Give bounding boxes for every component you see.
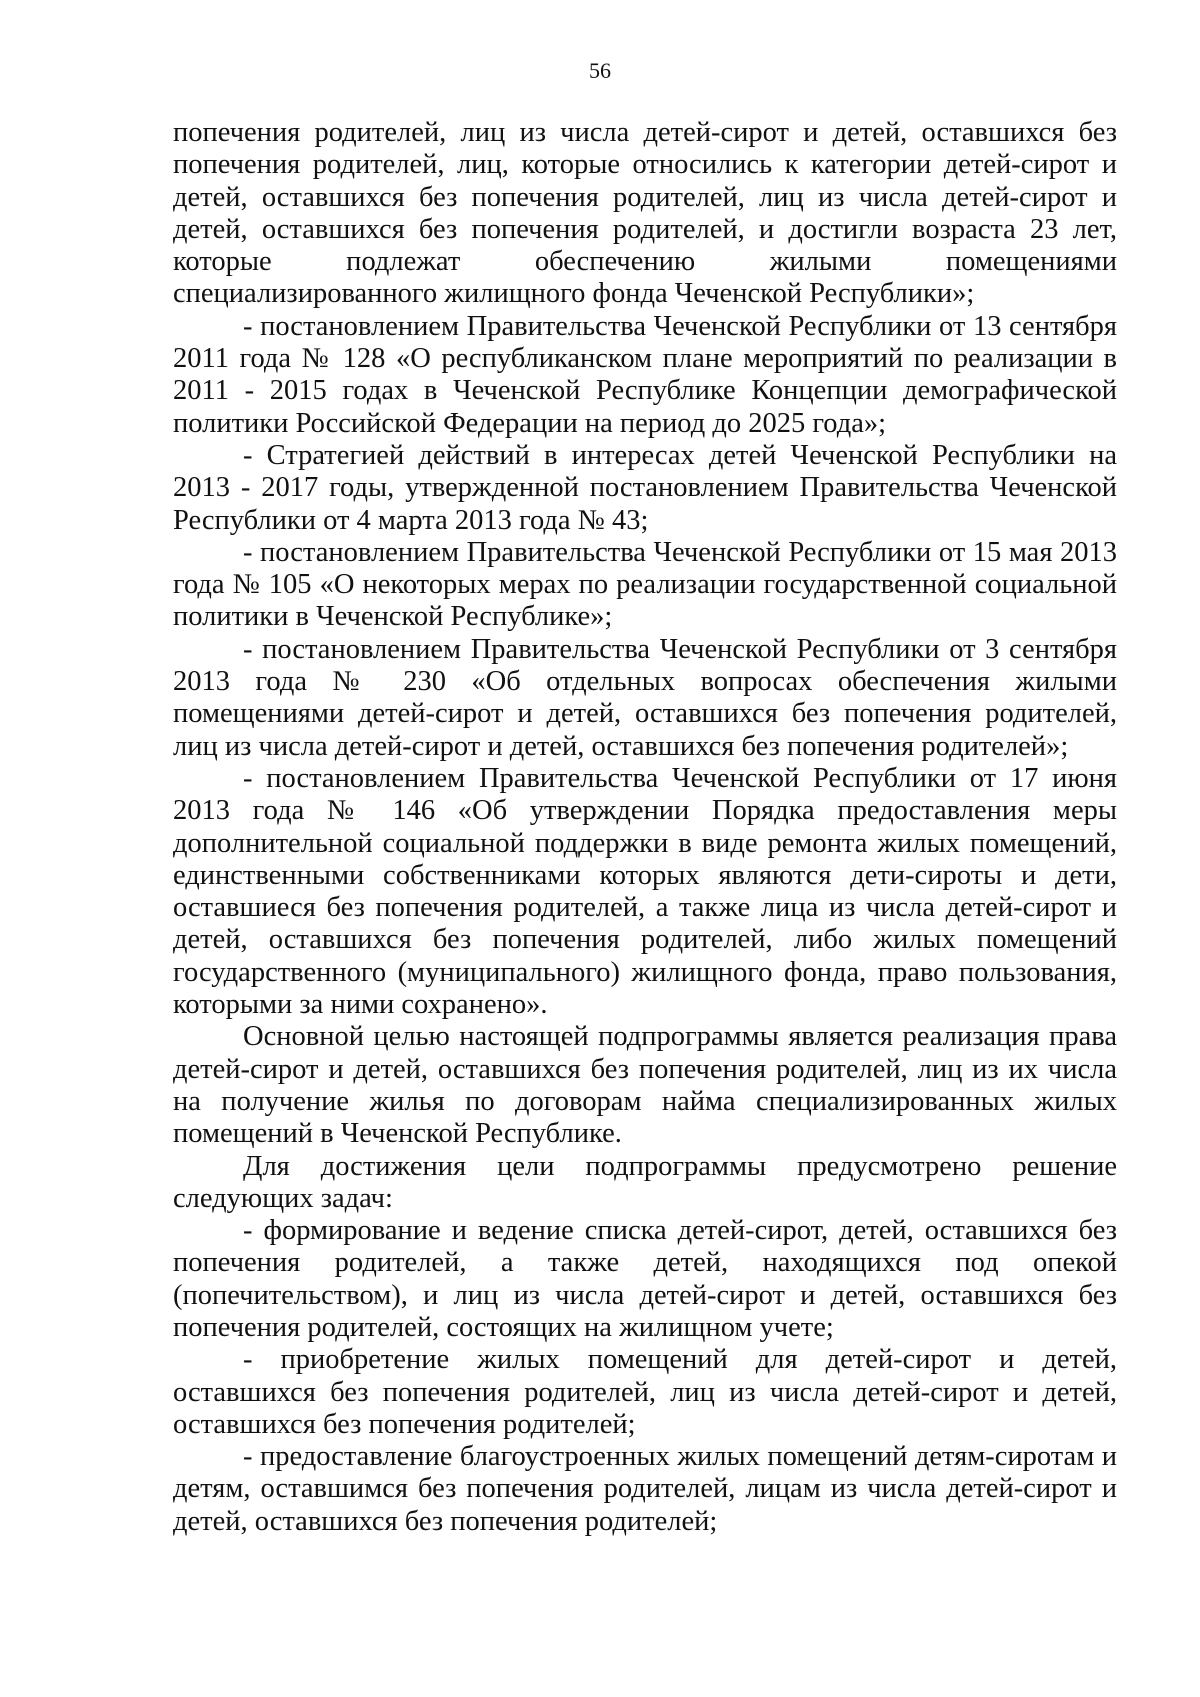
- paragraph-task-item: - предоставление благоустроенных жилых помещений детям-сиротам и детям, оставшимся без попечения родителей, лицам из числа детей-сирот и детей, оставшихся без попечения родителей;: [173, 1441, 1117, 1537]
- paragraph-goal: Основной целью настоящей подпрограммы является реализация права детей-сирот и детей, оставшихся без попечения родителей, лиц из их числа на получение жилья по договорам найма специализированных жилых помещений в Чеченской Республике.: [173, 1021, 1117, 1150]
- paragraph-list-item: - постановлением Правительства Чеченской Республики от 17 июня 2013 года № 146 «Об утверждении Порядка предоставления меры дополнительной социальной поддержки в виде ремонта жилых помещений, единственными собственниками которых являются дети-сироты и дети, оставшиеся без попечения родителей, а также лица из числа детей-сирот и детей, оставшихся без попечения родителей, либо жилых помещений государственного (муниципального) жилищного фонда, право пользования, которыми за ними сохранено».: [173, 762, 1117, 1021]
- paragraph-continuation: попечения родителей, лиц из числа детей-сирот и детей, оставшихся без попечения родителей, лиц, которые относились к категории детей-сирот и детей, оставшихся без попечения родителей, лиц из числа детей-сирот и детей, оставшихся без попечения родителей, и достигли возраста 23 лет, которые подлежат обеспечению жилыми помещениями специализированного жилищного фонда Чеченской Республики»;: [173, 117, 1117, 310]
- paragraph-list-item: - постановлением Правительства Чеченской Республики от 13 сентября 2011 года № 128 «О республиканском плане мероприятий по реализации в 2011 - 2015 годах в Чеченской Республике Концепции демографической политики Российской Федерации на период до 2025 года»;: [173, 310, 1117, 439]
- page-number: 56: [589, 58, 611, 83]
- paragraph-list-item: - постановлением Правительства Чеченской Республики от 3 сентября 2013 года № 230 «Об отдельных вопросах обеспечения жилыми помещениями детей-сирот и детей, оставшихся без попечения родителей, лиц из числа детей-сирот и детей, оставшихся без попечения родителей»;: [173, 633, 1117, 762]
- paragraph-task-item: - формирование и ведение списка детей-сирот, детей, оставшихся без попечения родителей, а также детей, находящихся под опекой (попечительством), и лиц из числа детей-сирот и детей, оставшихся без попечения родителей, состоящих на жилищном учете;: [173, 1215, 1117, 1343]
- paragraph-list-item: - постановлением Правительства Чеченской Республики от 15 мая 2013 года № 105 «О некоторых мерах по реализации государственной социальной политики в Чеченской Республике»;: [173, 536, 1117, 633]
- paragraph-list-item: - Стратегией действий в интересах детей Чеченской Республики на 2013 - 2017 годы, утвержденной постановлением Правительства Чеченской Республики от 4 марта 2013 года № 43;: [173, 439, 1117, 536]
- paragraph-tasks-intro: Для достижения цели подпрограммы предусмотрено решение следующих задач:: [173, 1150, 1117, 1214]
- document-body: [173, 117, 1117, 1538]
- paragraph-task-item: - приобретение жилых помещений для детей-сирот и детей, оставшихся без попечения родителей, лиц из числа детей-сирот и детей, оставшихся без попечения родителей;: [173, 1344, 1117, 1440]
